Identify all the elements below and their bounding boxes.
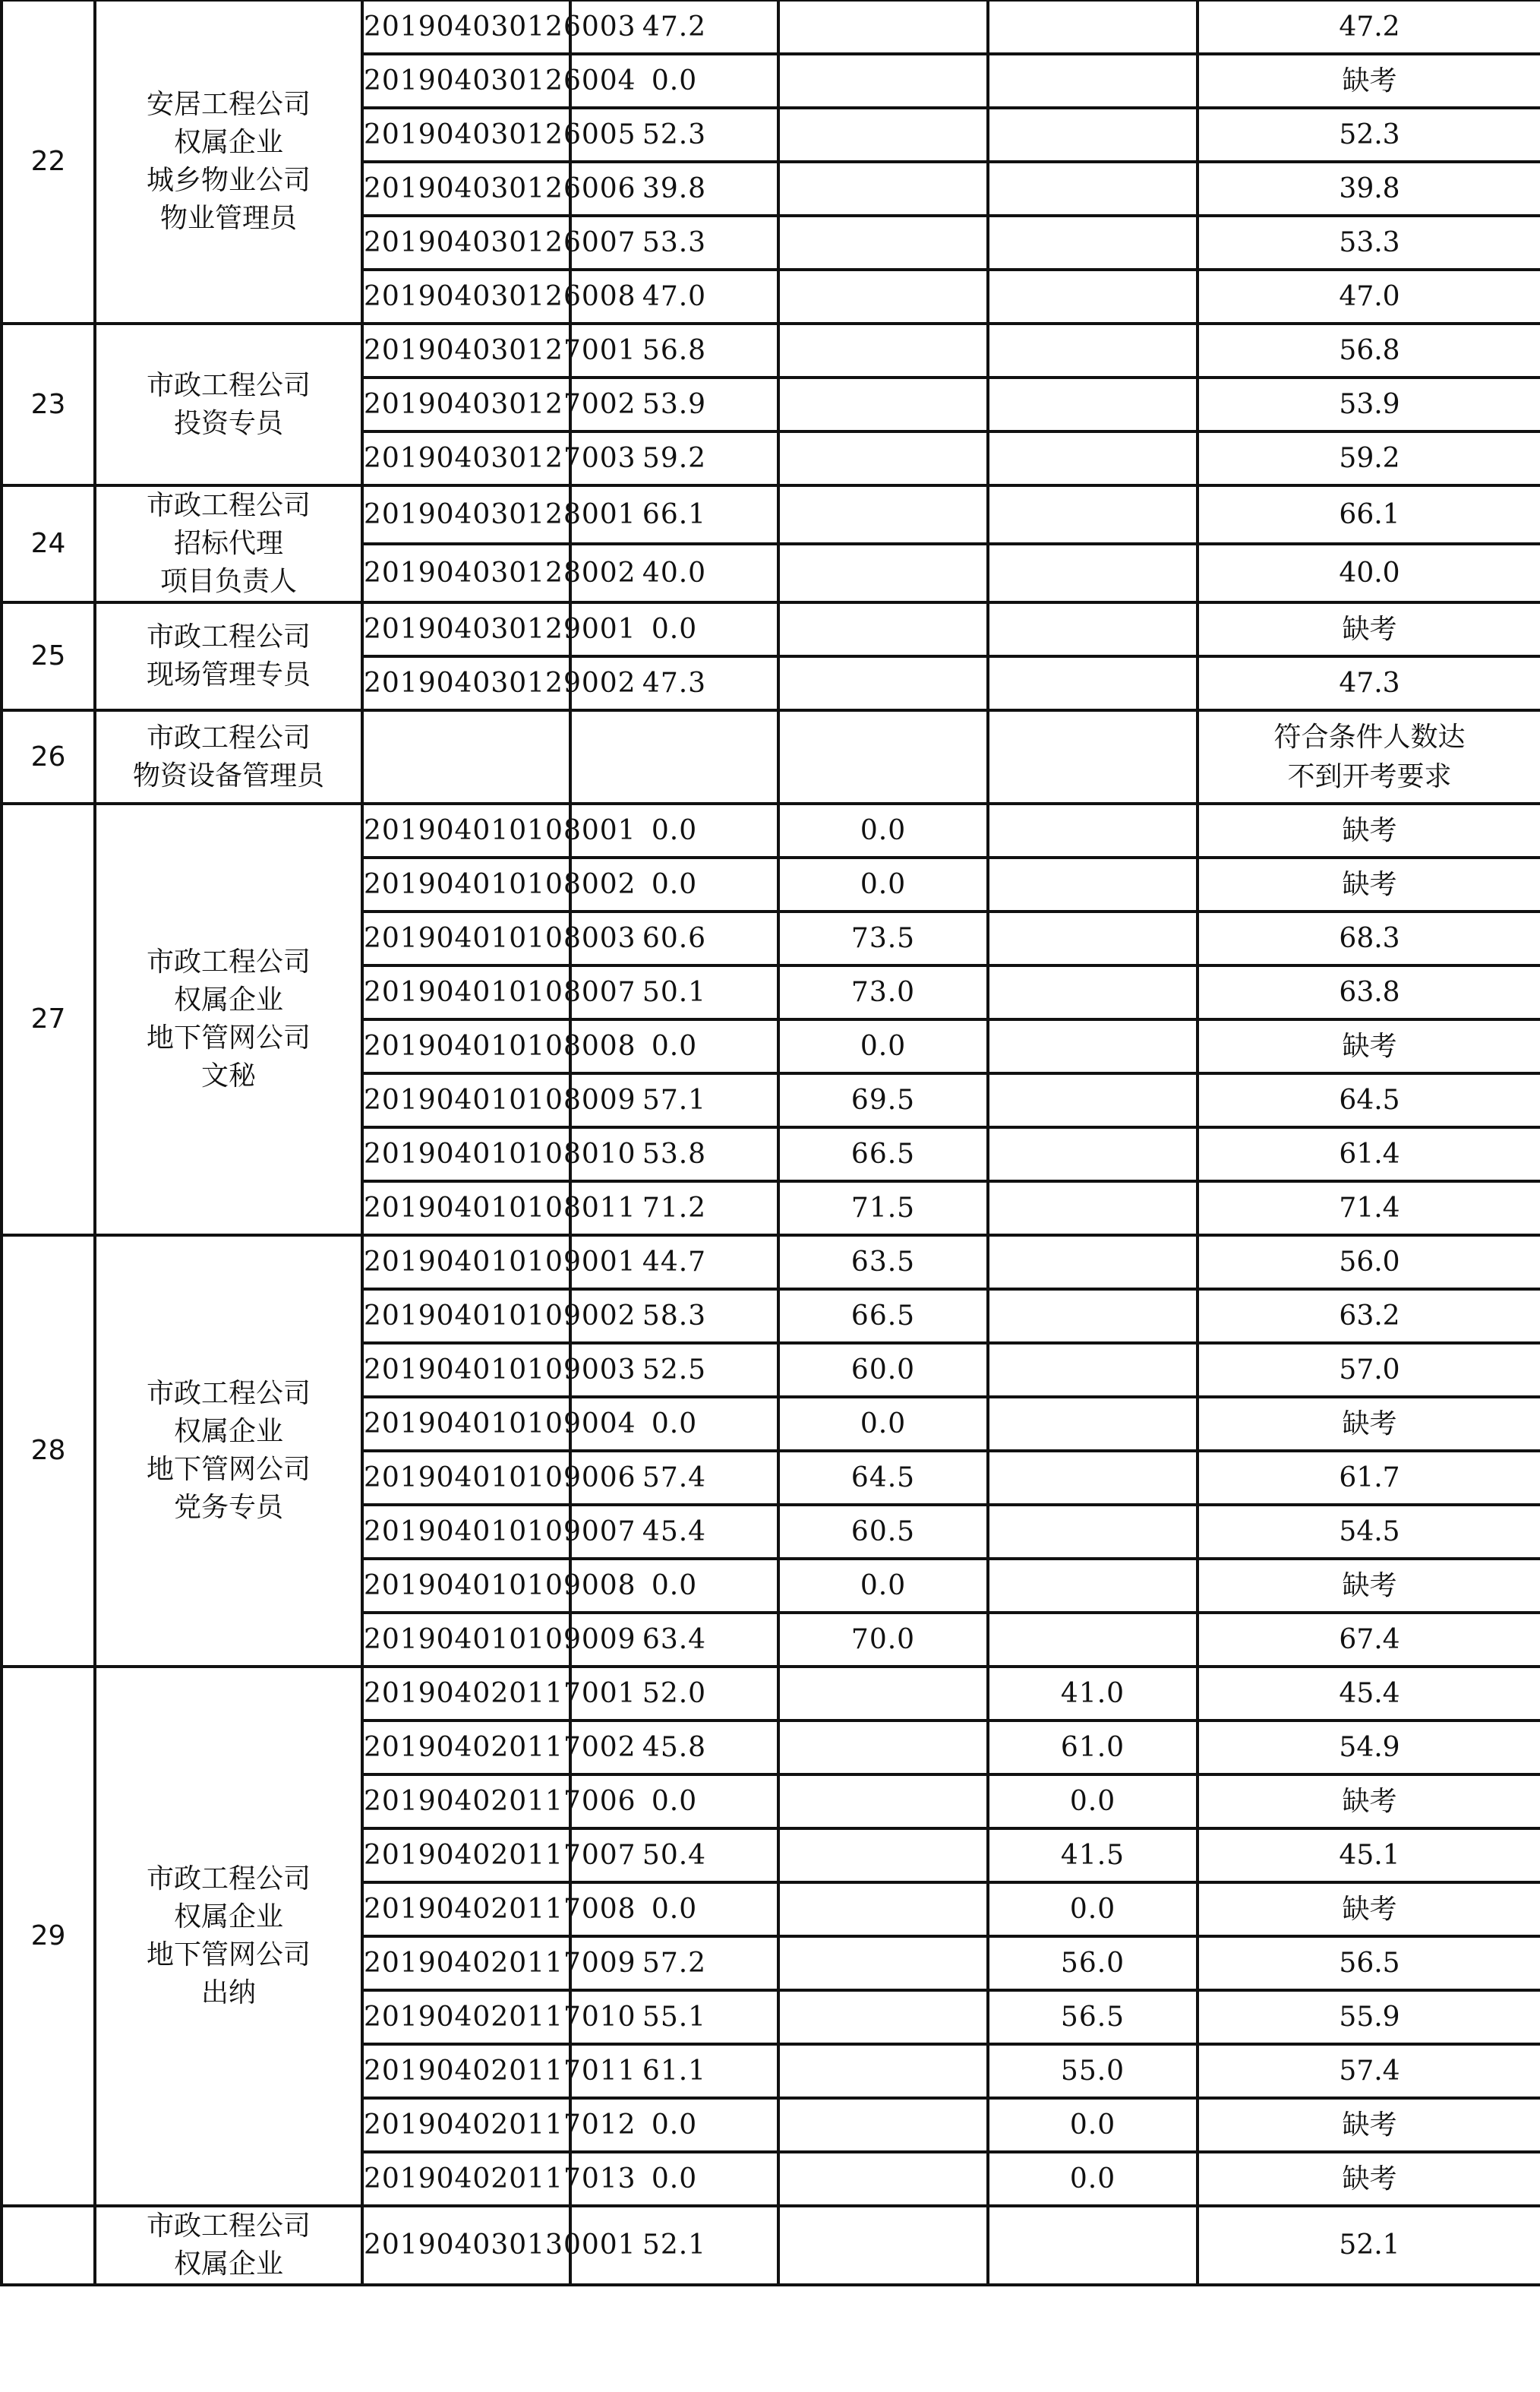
total-score: 符合条件人数达 不到开考要求 <box>1198 710 1540 804</box>
table-row <box>2 0 1540 54</box>
position-line: 出纳 <box>200 1977 256 2008</box>
interview-score <box>778 710 988 804</box>
written-score: 0.0 <box>570 2152 778 2206</box>
position-line: 安居工程公司 <box>146 89 311 120</box>
exam-id: 201904030127002 <box>362 378 570 431</box>
written-score: 61.1 <box>570 2044 778 2098</box>
skill-score <box>988 485 1198 544</box>
written-score: 44.7 <box>570 1235 778 1289</box>
total-score: 61.4 <box>1198 1127 1540 1181</box>
skill-score: 41.5 <box>988 1828 1198 1882</box>
skill-score <box>988 1289 1198 1343</box>
written-score: 0.0 <box>570 2098 778 2152</box>
total-score: 缺考 <box>1198 804 1540 858</box>
position-line: 市政工程公司 <box>146 621 311 653</box>
interview-score <box>778 1882 988 1936</box>
written-score: 39.8 <box>570 162 778 216</box>
exam-id: 201904030127003 <box>362 431 570 485</box>
exam-id: 201904010109008 <box>362 1559 570 1613</box>
interview-score: 66.5 <box>778 1127 988 1181</box>
skill-score <box>988 1397 1198 1451</box>
position-line: 城乡物业公司 <box>146 165 311 196</box>
written-score: 0.0 <box>570 602 778 656</box>
interview-score <box>778 431 988 485</box>
exam-id: 201904020117001 <box>362 1667 570 1721</box>
exam-id: 201904010109002 <box>362 1289 570 1343</box>
written-score: 0.0 <box>570 1019 778 1073</box>
written-score: 47.3 <box>570 656 778 710</box>
written-score: 52.5 <box>570 1343 778 1397</box>
total-score: 缺考 <box>1198 1397 1540 1451</box>
written-score: 0.0 <box>570 1882 778 1936</box>
group-number: 28 <box>2 1235 95 1667</box>
interview-score: 63.5 <box>778 1235 988 1289</box>
exam-id: 201904020117006 <box>362 1774 570 1828</box>
skill-score <box>988 2206 1198 2285</box>
total-score: 64.5 <box>1198 1073 1540 1127</box>
exam-id: 201904020117008 <box>362 1882 570 1936</box>
exam-id: 201904010108001 <box>362 804 570 858</box>
skill-score <box>988 1181 1198 1235</box>
total-score: 53.9 <box>1198 378 1540 431</box>
position-name <box>95 1667 362 2206</box>
interview-score <box>778 1721 988 1774</box>
written-score: 0.0 <box>570 1397 778 1451</box>
group-number: 23 <box>2 324 95 485</box>
total-score: 缺考 <box>1198 1774 1540 1828</box>
total-score: 47.3 <box>1198 656 1540 710</box>
total-score: 56.8 <box>1198 324 1540 378</box>
total-score: 54.5 <box>1198 1505 1540 1559</box>
interview-score <box>778 270 988 324</box>
table-row <box>2 324 1540 378</box>
skill-score <box>988 544 1198 602</box>
table-row <box>2 804 1540 858</box>
exam-id: 201904010108008 <box>362 1019 570 1073</box>
exam-id: 201904010109003 <box>362 1343 570 1397</box>
position-name <box>95 485 362 602</box>
interview-score: 0.0 <box>778 1397 988 1451</box>
exam-id: 201904020117010 <box>362 1990 570 2044</box>
group-number: 29 <box>2 1667 95 2206</box>
written-score: 71.2 <box>570 1181 778 1235</box>
total-score: 66.1 <box>1198 485 1540 544</box>
total-score: 67.4 <box>1198 1613 1540 1667</box>
position-line: 党务专员 <box>173 1492 283 1523</box>
interview-score <box>778 544 988 602</box>
interview-score <box>778 1990 988 2044</box>
exam-id: 201904010109006 <box>362 1451 570 1505</box>
table-row <box>2 710 1540 804</box>
interview-score <box>778 1828 988 1882</box>
total-score: 53.3 <box>1198 216 1540 270</box>
total-score: 52.1 <box>1198 2206 1540 2285</box>
written-score: 59.2 <box>570 431 778 485</box>
exam-id: 201904030129001 <box>362 602 570 656</box>
skill-score <box>988 1559 1198 1613</box>
interview-score: 0.0 <box>778 804 988 858</box>
total-score: 55.9 <box>1198 1990 1540 2044</box>
written-score: 50.1 <box>570 965 778 1019</box>
written-score: 63.4 <box>570 1613 778 1667</box>
position-name <box>95 710 362 804</box>
exam-id: 201904010108003 <box>362 912 570 965</box>
written-score: 66.1 <box>570 485 778 544</box>
group-number: 22 <box>2 0 95 324</box>
total-score: 56.0 <box>1198 1235 1540 1289</box>
interview-score <box>778 1774 988 1828</box>
exam-id: 201904010109001 <box>362 1235 570 1289</box>
skill-score <box>988 0 1198 54</box>
exam-id: 201904020117007 <box>362 1828 570 1882</box>
table-body <box>2 0 1540 2285</box>
group-number: 27 <box>2 804 95 1235</box>
exam-id: 201904010108002 <box>362 858 570 912</box>
written-score: 53.3 <box>570 216 778 270</box>
position-line: 权属企业 <box>173 2248 283 2280</box>
written-score: 47.2 <box>570 0 778 54</box>
exam-id: 201904030129002 <box>362 656 570 710</box>
skill-score <box>988 54 1198 108</box>
total-score: 71.4 <box>1198 1181 1540 1235</box>
skill-score: 0.0 <box>988 1774 1198 1828</box>
skill-score <box>988 602 1198 656</box>
written-score: 0.0 <box>570 804 778 858</box>
position-line: 权属企业 <box>173 1416 283 1447</box>
total-score: 56.5 <box>1198 1936 1540 1990</box>
skill-score <box>988 912 1198 965</box>
table-row <box>2 602 1540 656</box>
exam-id: 201904030126007 <box>362 216 570 270</box>
interview-score: 69.5 <box>778 1073 988 1127</box>
position-line: 投资专员 <box>173 407 283 439</box>
exam-id: 201904030126003 <box>362 0 570 54</box>
position-line: 地下管网公司 <box>146 1454 311 1485</box>
skill-score: 41.0 <box>988 1667 1198 1721</box>
exam-id: 201904020117013 <box>362 2152 570 2206</box>
total-score: 缺考 <box>1198 2098 1540 2152</box>
total-score: 缺考 <box>1198 54 1540 108</box>
interview-score <box>778 54 988 108</box>
interview-score <box>778 602 988 656</box>
interview-score: 64.5 <box>778 1451 988 1505</box>
interview-score <box>778 2152 988 2206</box>
written-score: 57.4 <box>570 1451 778 1505</box>
total-score: 63.8 <box>1198 965 1540 1019</box>
total-score: 57.4 <box>1198 2044 1540 2098</box>
exam-id: 201904030126005 <box>362 108 570 162</box>
skill-score <box>988 1343 1198 1397</box>
total-score: 61.7 <box>1198 1451 1540 1505</box>
position-line: 市政工程公司 <box>146 946 311 978</box>
exam-id: 201904020117012 <box>362 2098 570 2152</box>
written-score: 60.6 <box>570 912 778 965</box>
interview-score: 0.0 <box>778 1019 988 1073</box>
position-name <box>95 804 362 1235</box>
position-line: 招标代理 <box>173 528 283 559</box>
table-row <box>2 2206 1540 2285</box>
written-score: 0.0 <box>570 858 778 912</box>
skill-score <box>988 710 1198 804</box>
exam-id: 201904010109004 <box>362 1397 570 1451</box>
skill-score: 61.0 <box>988 1721 1198 1774</box>
interview-score <box>778 324 988 378</box>
group-number: 26 <box>2 710 95 804</box>
interview-score: 60.5 <box>778 1505 988 1559</box>
position-line: 市政工程公司 <box>146 2210 311 2242</box>
exam-id: 201904030130001 <box>362 2206 570 2285</box>
interview-score <box>778 485 988 544</box>
exam-id: 201904010109009 <box>362 1613 570 1667</box>
skill-score <box>988 1613 1198 1667</box>
interview-score <box>778 2044 988 2098</box>
total-score: 59.2 <box>1198 431 1540 485</box>
total-score: 缺考 <box>1198 602 1540 656</box>
written-score: 52.1 <box>570 2206 778 2285</box>
skill-score <box>988 108 1198 162</box>
interview-score <box>778 162 988 216</box>
written-score: 0.0 <box>570 1559 778 1613</box>
position-line: 物资设备管理员 <box>132 760 324 792</box>
position-line: 权属企业 <box>173 1901 283 1932</box>
position-name <box>95 0 362 324</box>
position-line: 物业管理员 <box>159 203 297 234</box>
total-score: 45.1 <box>1198 1828 1540 1882</box>
written-score: 45.8 <box>570 1721 778 1774</box>
interview-score: 73.5 <box>778 912 988 965</box>
position-line: 市政工程公司 <box>146 722 311 754</box>
position-line: 市政工程公司 <box>146 369 311 401</box>
interview-score <box>778 1667 988 1721</box>
group-number: 24 <box>2 485 95 602</box>
position-line: 权属企业 <box>173 127 283 158</box>
exam-id: 201904030126006 <box>362 162 570 216</box>
written-score: 0.0 <box>570 54 778 108</box>
total-score: 47.0 <box>1198 270 1540 324</box>
written-score: 0.0 <box>570 1774 778 1828</box>
interview-score: 0.0 <box>778 1559 988 1613</box>
skill-score <box>988 216 1198 270</box>
written-score: 58.3 <box>570 1289 778 1343</box>
exam-id: 201904010108010 <box>362 1127 570 1181</box>
exam-id: 201904010108009 <box>362 1073 570 1127</box>
written-score: 52.3 <box>570 108 778 162</box>
interview-score: 71.5 <box>778 1181 988 1235</box>
position-name <box>95 602 362 710</box>
interview-score <box>778 378 988 431</box>
skill-score <box>988 1019 1198 1073</box>
interview-score: 0.0 <box>778 858 988 912</box>
interview-score: 66.5 <box>778 1289 988 1343</box>
exam-id: 201904030127001 <box>362 324 570 378</box>
skill-score <box>988 858 1198 912</box>
total-score: 缺考 <box>1198 2152 1540 2206</box>
total-score: 47.2 <box>1198 0 1540 54</box>
position-name <box>95 324 362 485</box>
position-line: 市政工程公司 <box>146 490 311 521</box>
total-score: 缺考 <box>1198 1882 1540 1936</box>
position-line: 市政工程公司 <box>146 1863 311 1894</box>
skill-score <box>988 431 1198 485</box>
interview-score: 60.0 <box>778 1343 988 1397</box>
exam-id: 201904010109007 <box>362 1505 570 1559</box>
position-line: 文秘 <box>200 1060 256 1092</box>
interview-score <box>778 216 988 270</box>
position-name <box>95 1235 362 1667</box>
skill-score <box>988 1505 1198 1559</box>
exam-id: 201904010108011 <box>362 1181 570 1235</box>
interview-score: 73.0 <box>778 965 988 1019</box>
interview-score <box>778 2098 988 2152</box>
interview-score: 70.0 <box>778 1613 988 1667</box>
written-score: 47.0 <box>570 270 778 324</box>
skill-score: 56.5 <box>988 1990 1198 2044</box>
skill-score: 0.0 <box>988 2098 1198 2152</box>
group-number <box>2 2206 95 2285</box>
position-line: 权属企业 <box>173 984 283 1016</box>
table-row <box>2 1667 1540 1721</box>
written-score: 57.1 <box>570 1073 778 1127</box>
skill-score <box>988 965 1198 1019</box>
table-row <box>2 1235 1540 1289</box>
skill-score <box>988 1235 1198 1289</box>
table-row <box>2 485 1540 544</box>
position-line: 地下管网公司 <box>146 1022 311 1054</box>
exam-id: 201904020117009 <box>362 1936 570 1990</box>
total-score: 45.4 <box>1198 1667 1540 1721</box>
skill-score <box>988 1451 1198 1505</box>
written-score: 57.2 <box>570 1936 778 1990</box>
exam-id <box>362 710 570 804</box>
written-score <box>570 710 778 804</box>
position-line: 市政工程公司 <box>146 1378 311 1409</box>
skill-score: 56.0 <box>988 1936 1198 1990</box>
exam-id: 201904030128001 <box>362 485 570 544</box>
skill-score <box>988 324 1198 378</box>
position-name <box>95 2206 362 2285</box>
skill-score <box>988 270 1198 324</box>
skill-score <box>988 378 1198 431</box>
written-score: 50.4 <box>570 1828 778 1882</box>
skill-score: 0.0 <box>988 1882 1198 1936</box>
written-score: 55.1 <box>570 1990 778 2044</box>
total-score: 68.3 <box>1198 912 1540 965</box>
exam-id: 201904030128002 <box>362 544 570 602</box>
total-score: 缺考 <box>1198 1559 1540 1613</box>
total-score: 缺考 <box>1198 1019 1540 1073</box>
exam-id: 201904020117011 <box>362 2044 570 2098</box>
position-line: 现场管理专员 <box>146 659 311 690</box>
total-score: 52.3 <box>1198 108 1540 162</box>
group-number: 25 <box>2 602 95 710</box>
skill-score <box>988 1073 1198 1127</box>
total-score: 缺考 <box>1198 858 1540 912</box>
interview-score <box>778 108 988 162</box>
total-score: 40.0 <box>1198 544 1540 602</box>
interview-score <box>778 2206 988 2285</box>
exam-id: 201904020117002 <box>362 1721 570 1774</box>
written-score: 40.0 <box>570 544 778 602</box>
skill-score: 0.0 <box>988 2152 1198 2206</box>
exam-id: 201904010108007 <box>362 965 570 1019</box>
skill-score <box>988 1127 1198 1181</box>
total-score: 57.0 <box>1198 1343 1540 1397</box>
interview-score <box>778 656 988 710</box>
total-score: 54.9 <box>1198 1721 1540 1774</box>
position-line: 地下管网公司 <box>146 1939 311 1970</box>
total-score: 39.8 <box>1198 162 1540 216</box>
written-score: 52.0 <box>570 1667 778 1721</box>
skill-score <box>988 804 1198 858</box>
position-line: 项目负责人 <box>159 566 297 597</box>
skill-score: 55.0 <box>988 2044 1198 2098</box>
written-score: 56.8 <box>570 324 778 378</box>
written-score: 53.9 <box>570 378 778 431</box>
exam-id: 201904030126004 <box>362 54 570 108</box>
total-score: 63.2 <box>1198 1289 1540 1343</box>
skill-score <box>988 162 1198 216</box>
skill-score <box>988 656 1198 710</box>
interview-score <box>778 0 988 54</box>
written-score: 53.8 <box>570 1127 778 1181</box>
interview-score <box>778 1936 988 1990</box>
exam-id: 201904030126008 <box>362 270 570 324</box>
written-score: 45.4 <box>570 1505 778 1559</box>
